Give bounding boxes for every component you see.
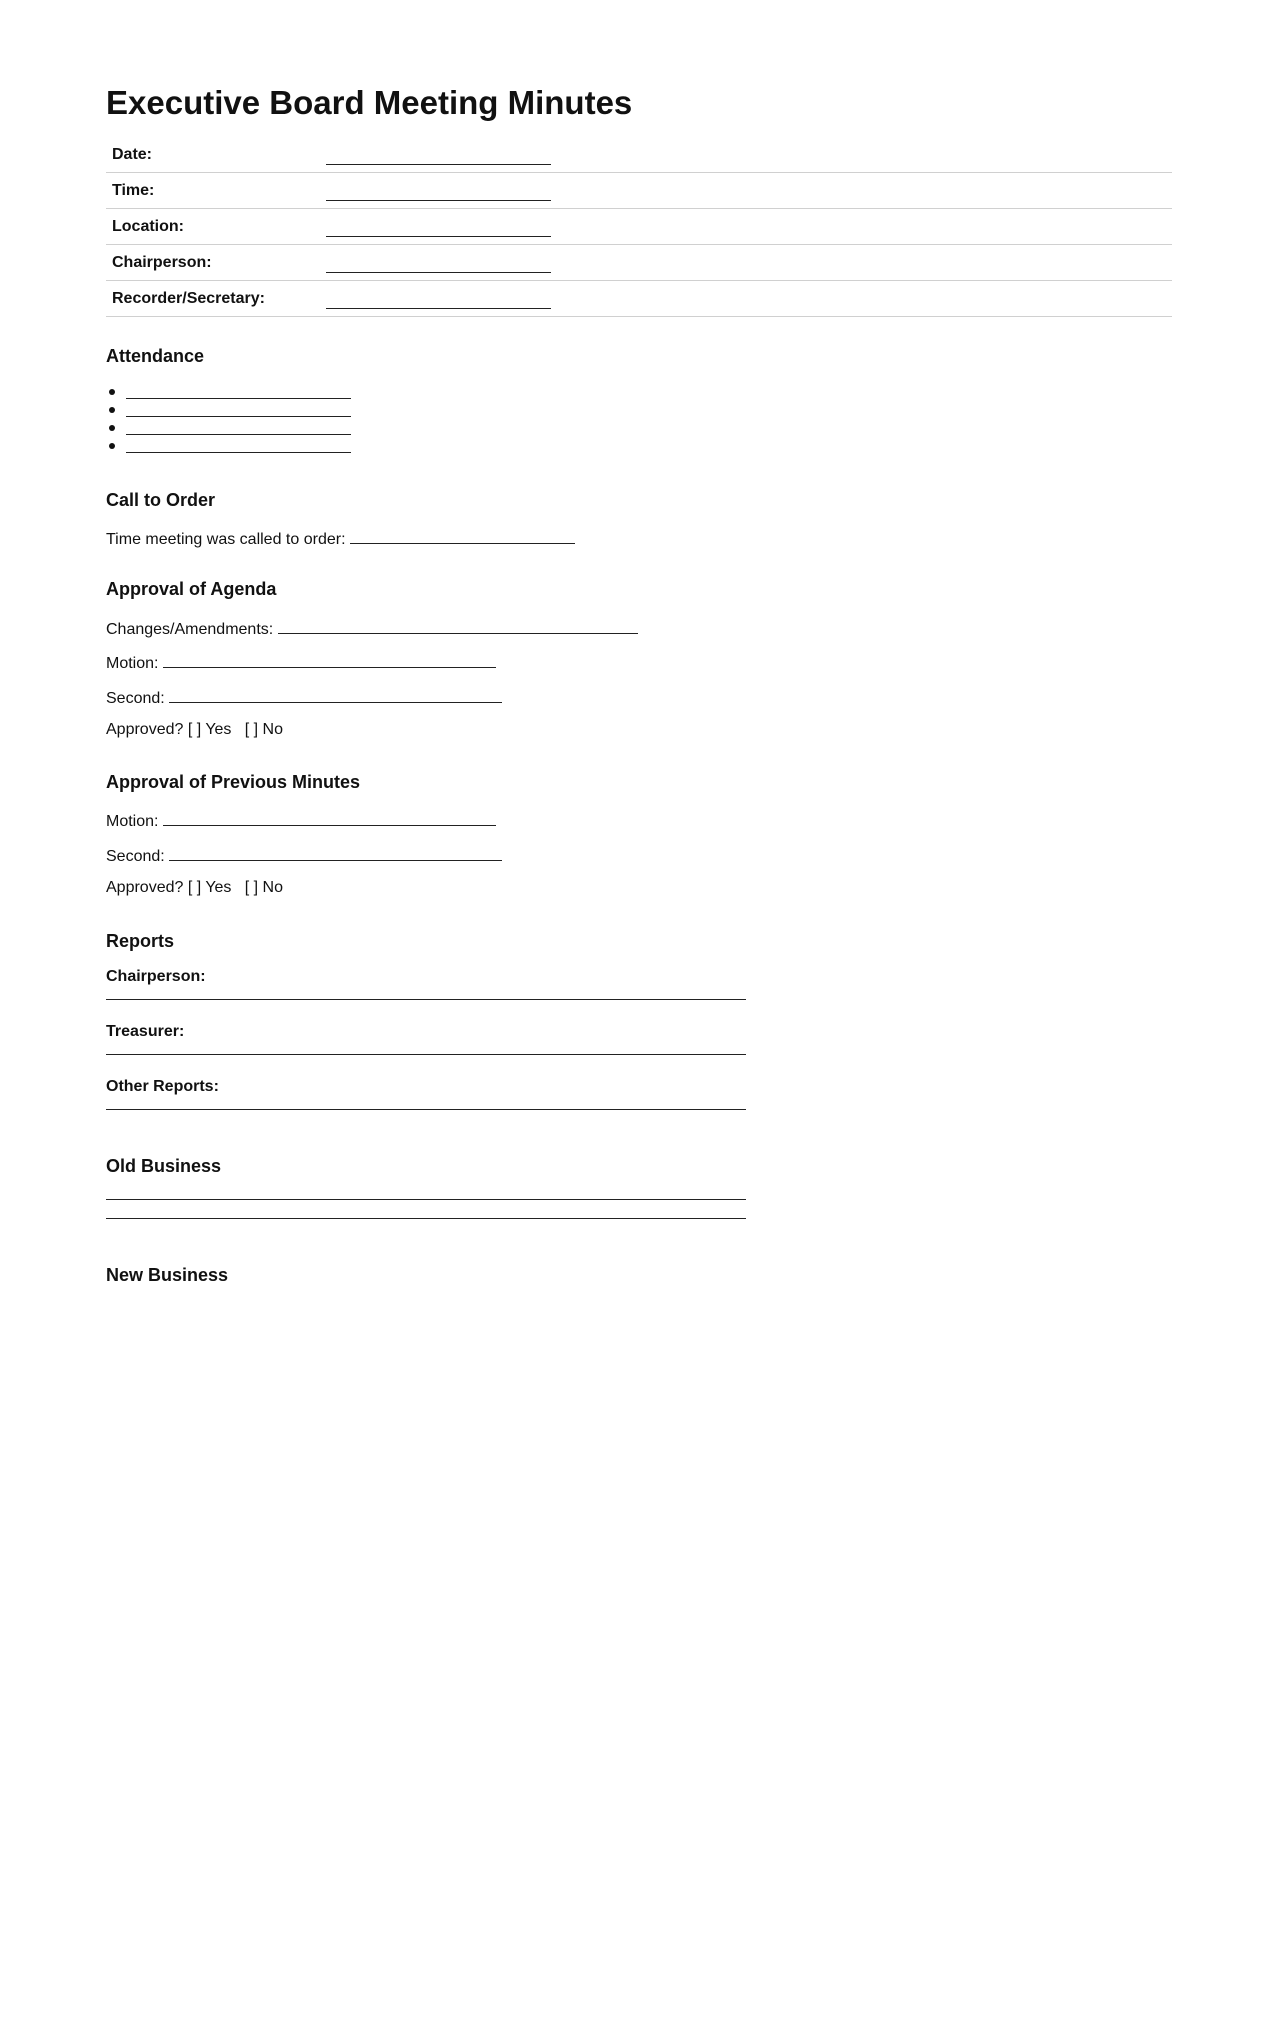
motion-field[interactable] bbox=[163, 809, 496, 826]
info-label: Recorder/Secretary: bbox=[112, 289, 265, 307]
time-field[interactable] bbox=[326, 182, 551, 201]
attendee-field[interactable] bbox=[126, 403, 351, 417]
agenda-motion-line bbox=[106, 651, 496, 674]
call-time-field[interactable] bbox=[350, 527, 575, 544]
call-time-label: Time meeting was called to order: bbox=[106, 531, 346, 548]
other-reports-label: Other Reports: bbox=[106, 1078, 219, 1095]
treasurer-report-field[interactable] bbox=[106, 1054, 746, 1055]
motion-field[interactable] bbox=[163, 651, 496, 668]
chairperson-report-field[interactable] bbox=[106, 999, 746, 1000]
list-item bbox=[106, 385, 351, 403]
info-row-date bbox=[106, 137, 1172, 173]
info-row-recorder bbox=[106, 281, 1172, 317]
attendance-list bbox=[106, 385, 351, 457]
bullet-icon bbox=[109, 389, 115, 395]
info-label: Date: bbox=[112, 145, 153, 163]
agenda-changes-line bbox=[106, 617, 638, 640]
second-label: Second: bbox=[106, 690, 165, 707]
minutes-motion-line bbox=[106, 809, 496, 832]
info-row-chairperson bbox=[106, 245, 1172, 281]
list-item bbox=[106, 439, 351, 457]
minutes-second-line bbox=[106, 844, 502, 867]
info-label: Time: bbox=[112, 181, 155, 199]
bullet-icon bbox=[109, 443, 115, 449]
chairperson-field[interactable] bbox=[326, 254, 551, 273]
new-business-heading: New Business bbox=[106, 1265, 229, 1285]
call-to-order-line bbox=[106, 527, 575, 550]
old-business-field[interactable] bbox=[106, 1218, 746, 1219]
motion-label: Motion: bbox=[106, 813, 159, 830]
old-business-field[interactable] bbox=[106, 1199, 746, 1200]
attendee-field[interactable] bbox=[126, 385, 351, 399]
agenda-approved-checkbox[interactable]: Approved? [ ] Yes [ ] No bbox=[106, 721, 283, 738]
other-reports-field[interactable] bbox=[106, 1109, 746, 1110]
bullet-icon bbox=[109, 407, 115, 413]
location-field[interactable] bbox=[326, 218, 551, 237]
chairperson-report-label: Chairperson: bbox=[106, 968, 206, 985]
list-item bbox=[106, 403, 351, 421]
date-field[interactable] bbox=[326, 146, 551, 165]
info-label: Chairperson: bbox=[112, 253, 212, 271]
second-field[interactable] bbox=[169, 844, 502, 861]
document-title: Executive Board Meeting Minutes bbox=[106, 84, 633, 121]
reports-heading: Reports bbox=[106, 931, 175, 951]
changes-field[interactable] bbox=[278, 617, 638, 634]
bullet-icon bbox=[109, 425, 115, 431]
info-row-location bbox=[106, 209, 1172, 245]
call-to-order-heading: Call to Order bbox=[106, 490, 216, 510]
info-row-time bbox=[106, 173, 1172, 209]
attendee-field[interactable] bbox=[126, 439, 351, 453]
approval-minutes-heading: Approval of Previous Minutes bbox=[106, 772, 361, 792]
motion-label: Motion: bbox=[106, 655, 159, 672]
attendee-field[interactable] bbox=[126, 421, 351, 435]
approval-agenda-heading: Approval of Agenda bbox=[106, 579, 277, 599]
list-item bbox=[106, 421, 351, 439]
agenda-second-line bbox=[106, 686, 502, 709]
meeting-info-table bbox=[106, 137, 1172, 317]
treasurer-report-label: Treasurer: bbox=[106, 1023, 185, 1040]
info-label: Location: bbox=[112, 217, 184, 235]
changes-label: Changes/Amendments: bbox=[106, 621, 274, 638]
minutes-approved-checkbox[interactable]: Approved? [ ] Yes [ ] No bbox=[106, 879, 283, 896]
attendance-heading: Attendance bbox=[106, 346, 205, 366]
second-label: Second: bbox=[106, 848, 165, 865]
old-business-heading: Old Business bbox=[106, 1156, 222, 1176]
second-field[interactable] bbox=[169, 686, 502, 703]
recorder-field[interactable] bbox=[326, 290, 551, 309]
